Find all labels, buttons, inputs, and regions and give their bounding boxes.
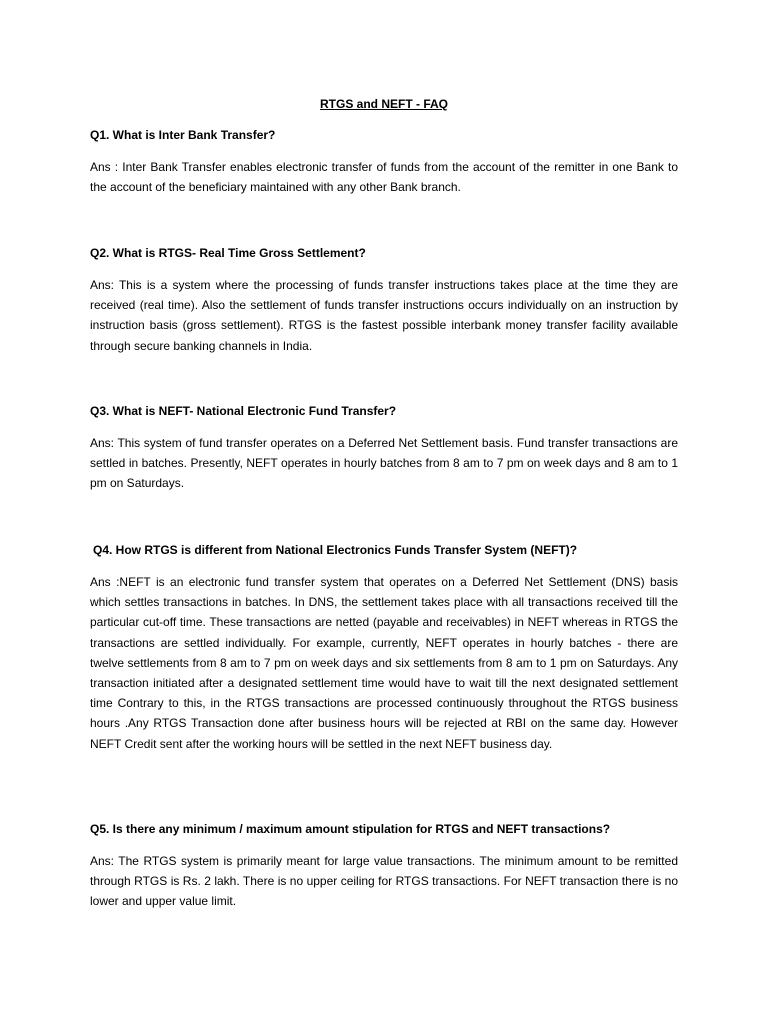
faq-question: Q1. What is Inter Bank Transfer? (90, 128, 276, 142)
faq-answer-block-q5 (90, 851, 678, 912)
faq-question: Q5. Is there any minimum / maximum amount stipulation for RTGS and NEFT transactions? (90, 822, 611, 836)
faq-question: Q4. How RTGS is different from National Electronics Funds Transfer System (NEFT)? (93, 543, 578, 557)
faq-answer: Ans: The RTGS system is primarily meant for large value transactions. The minimum amount to be remitted through RTGS is Rs. 2 lakh. There is no upper ceiling for RTGS transactions. For NEFT transaction there is no lower and upper value limit. (90, 854, 678, 909)
faq-item-q5 (90, 819, 678, 839)
faq-answer-block-q1 (90, 157, 678, 197)
faq-item-q2 (90, 243, 678, 263)
faq-answer-block-q4 (90, 572, 678, 754)
faq-answer-block-q2 (90, 275, 678, 356)
faq-item-q3 (90, 401, 678, 421)
faq-answer-block-q3 (90, 433, 678, 494)
faq-answer: Ans :NEFT is an electronic fund transfer system that operates on a Deferred Net Settlement (DNS) basis which settles transactions in batches. In DNS, the settlement takes place with all transactions received till the particular cut-off time. These transactions are netted (payable and receivables) in NEFT whereas in RTGS the transactions are settled individually. For example, currently, NEFT operates in hourly batches - there are twelve settlements from 8 am to 7 pm on week days and six settlements from 8 am to 1 pm on Saturdays. Any transaction initiated after a designated settlement time would have to wait till the next designated settlement time Contrary to this, in the RTGS transactions are processed continuously throughout the RTGS business hours .Any RTGS Transaction done after business hours will be rejected at RBI on the same day. However NEFT Credit sent after the working hours will be settled in the next NEFT business day. (90, 575, 678, 751)
faq-question: Q2. What is RTGS- Real Time Gross Settlement? (90, 246, 366, 260)
faq-answer: Ans: This is a system where the processing of funds transfer instructions takes place at the time they are received (real time). Also the settlement of funds transfer instructions occurs individually on an instruction by instruction basis (gross settlement). RTGS is the fastest possible interbank money transfer facility available through secure banking channels in India. (90, 278, 678, 353)
faq-item-q1 (90, 125, 678, 145)
document-title: RTGS and NEFT - FAQ (320, 97, 448, 111)
faq-question: Q3. What is NEFT- National Electronic Fund Transfer? (90, 404, 397, 418)
faq-answer: Ans: This system of fund transfer operates on a Deferred Net Settlement basis. Fund transfer transactions are settled in batches. Presently, NEFT operates in hourly batches from 8 am to 7 pm on week days and 8 am to 1 pm on Saturdays. (90, 436, 678, 491)
faq-item-q4 (93, 540, 681, 560)
faq-answer: Ans : Inter Bank Transfer enables electronic transfer of funds from the account of the remitter in one Bank to the account of the beneficiary maintained with any other Bank branch. (90, 160, 678, 195)
